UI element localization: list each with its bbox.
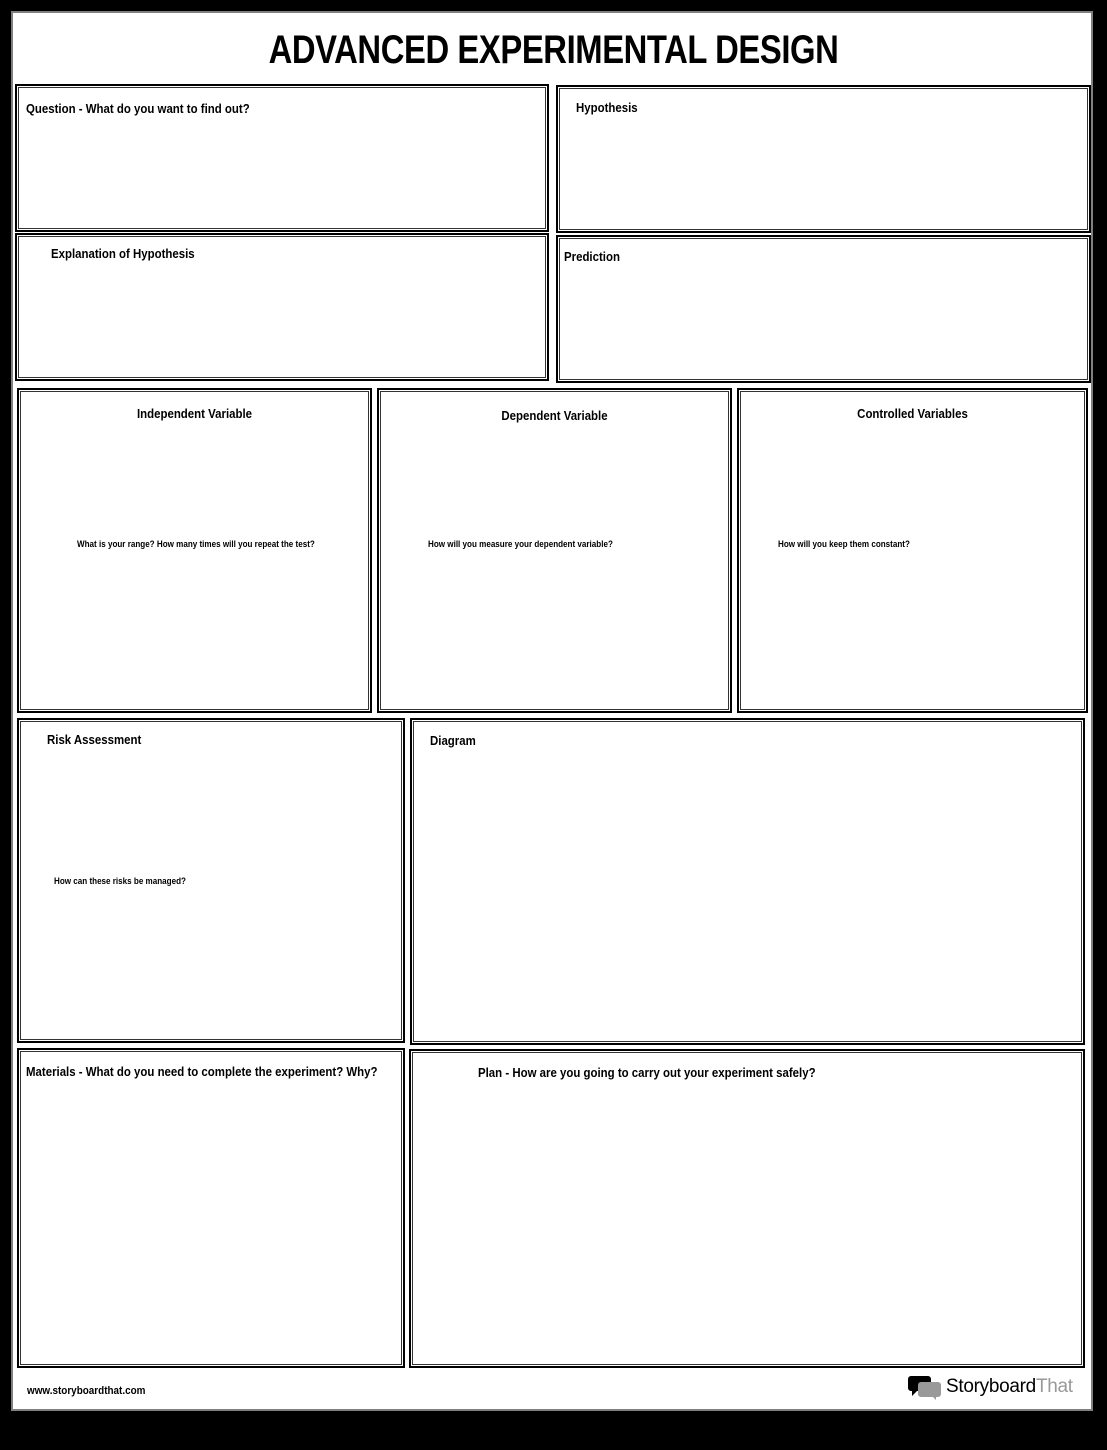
plan-label: Plan - How are you going to carry out your experiment safely?	[478, 1065, 816, 1080]
controlled-variables-box[interactable]	[737, 388, 1088, 713]
materials-box[interactable]	[17, 1048, 405, 1368]
dependent-variable-box[interactable]	[377, 388, 732, 713]
speech-bubbles-icon	[908, 1374, 942, 1400]
diagram-label: Diagram	[430, 733, 476, 748]
materials-label: Materials - What do you need to complete the experiment? Why?	[26, 1064, 378, 1079]
storyboardthat-logo[interactable]	[908, 1374, 1073, 1400]
independent-variable-box[interactable]	[17, 388, 372, 713]
explanation-box[interactable]	[15, 233, 549, 381]
prediction-label: Prediction	[564, 249, 620, 264]
independent-variable-label: Independent Variable	[136, 406, 253, 421]
prediction-box[interactable]	[556, 235, 1091, 383]
plan-box[interactable]	[409, 1049, 1085, 1368]
risk-assessment-box[interactable]	[17, 718, 405, 1043]
dependent-variable-label: Dependent Variable	[501, 408, 608, 423]
controlled-variables-prompt: How will you keep them constant?	[778, 539, 910, 550]
logo-text-dark: Storyboard	[946, 1376, 1036, 1397]
dependent-variable-prompt: How will you measure your dependent variable?	[428, 539, 613, 550]
page-title: ADVANCED EXPERIMENTAL DESIGN	[268, 28, 839, 72]
hypothesis-box[interactable]	[556, 85, 1091, 233]
hypothesis-label: Hypothesis	[576, 100, 638, 115]
controlled-variables-label: Controlled Variables	[857, 406, 968, 421]
diagram-box[interactable]	[410, 718, 1085, 1045]
risk-assessment-prompt: How can these risks be managed?	[54, 876, 186, 887]
independent-variable-prompt: What is your range? How many times will you repeat the test?	[77, 539, 315, 550]
footer-url[interactable]: www.storyboardthat.com	[27, 1385, 146, 1397]
explanation-label: Explanation of Hypothesis	[51, 246, 195, 261]
logo-text	[946, 1376, 1073, 1398]
logo-text-light: That	[1035, 1376, 1073, 1397]
question-box[interactable]	[15, 84, 549, 232]
risk-assessment-label: Risk Assessment	[47, 732, 142, 747]
question-label: Question - What do you want to find out?	[26, 101, 250, 116]
